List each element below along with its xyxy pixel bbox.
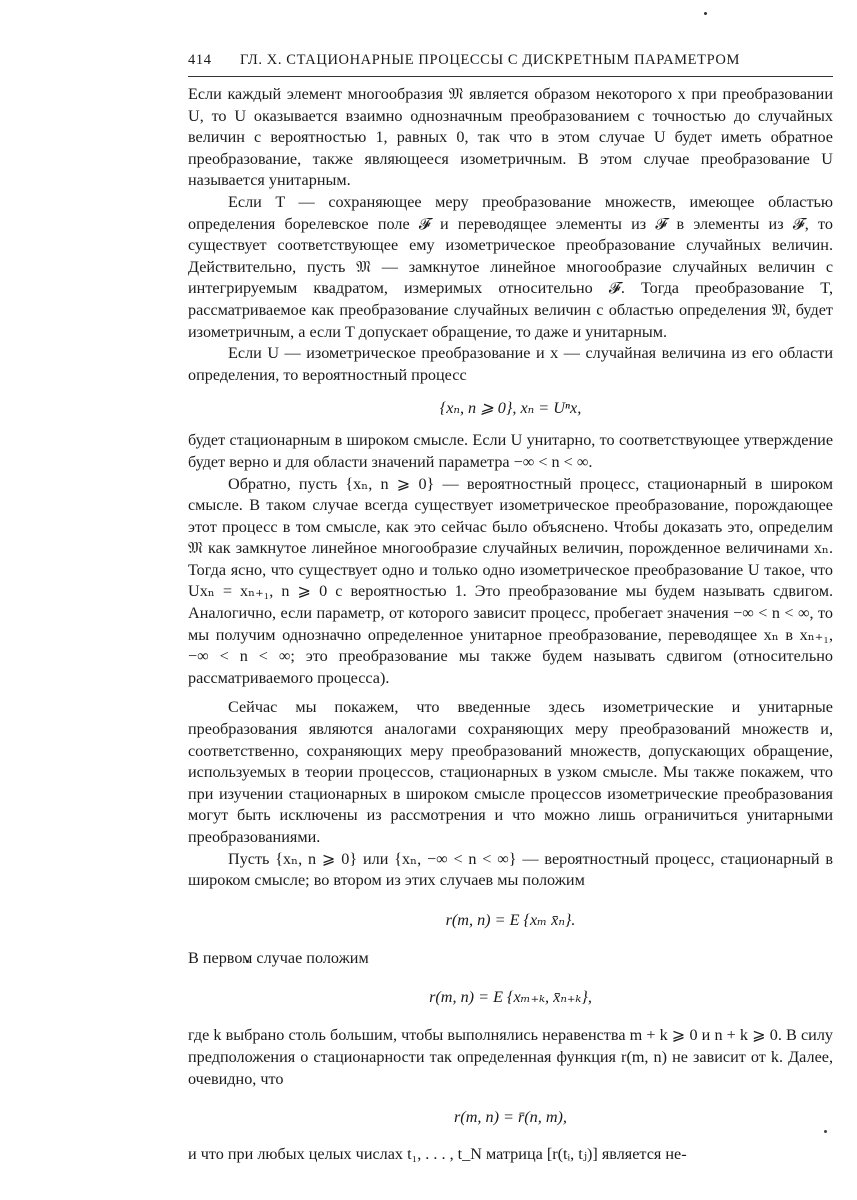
header-rule	[188, 76, 833, 77]
paragraph: и что при любых целых числах t₁, . . . , t_N матрица [r(tᵢ, tⱼ)] является не-	[188, 1145, 687, 1164]
paragraph: Обратно, пусть {xₙ, n ⩾ 0} — вероятностный процесс, стационарный в широком смысле. В таком случае всегда существует изометрическое преобразование, порождающее этот процесс в том смысле, как это сейчас было объяснено. Чтобы доказать это, определим 𝔐 как замкнутое линейное многообразие случайных величин, порожденное величинами xₙ. Тогда ясно, что существует одно и только одно изометрическое преобразование U такое, что Uxₙ = xₙ₊₁, n ⩾ 0 с вероятностью 1. Это преобразование мы будем называть сдвигом. Аналогично, если параметр, от которого зависит процесс, пробегает значения −∞ < n < ∞, то мы получим однозначно определенное унитарное преобразование, переводящее xₙ в xₙ₊₁, −∞ < n < ∞; это преобразование мы также будем называть сдвигом (относительно рассматриваемого процесса).	[188, 474, 833, 687]
paragraph: Пусть {xₙ, n ⩾ 0} или {xₙ, −∞ < n < ∞} — вероятностный процесс, стационарный в широком смысле; во втором из этих случаев мы положим	[188, 849, 833, 890]
paragraph: будет стационарным в широком смысле. Если U унитарно, то соответствующее утверждение будет верно и для области значений параметра −∞ < n < ∞.	[188, 431, 833, 471]
page-number: 414	[188, 52, 212, 68]
paragraph: Сейчас мы покажем, что введенные здесь изометрические и унитарные преобразования являются аналогами сохраняющих меру преобразований множеств и, соответственно, сохраняющих меру преобразований множеств, допускающих обращение, используемых в теории процессов, стационарных в узком смысле. Мы также покажем, что при изучении стационарных в широком смысле процессов изометрические преобразования могут быть исключены из рассмотрения и что можно лишь ограничиться унитарными преобразованиями.	[188, 698, 833, 846]
paragraph: Если каждый элемент многообразия 𝔐 является образом некоторого x при преобразовании U, то U оказывается взаимно однозначным преобразованием с точностью до случайных величин с вероятностью 1, равных 0, так что в этом случае U будет иметь обратное преобразование, также являющееся изометричным. В этом случае преобразование U называется унитарным.	[188, 85, 833, 190]
formula: r(m, n) = r̄(n, m),	[454, 1108, 567, 1127]
paragraph-gap	[188, 689, 833, 697]
paragraph: В первом случае положим	[188, 948, 369, 967]
print-speck	[704, 12, 707, 15]
paragraph: Если T — сохраняющее меру преобразование множеств, имеющее областью определения борелевское поле 𝓕 и переводящее элементы из 𝓕 в элементы из 𝓕, то существует соответствующее ему изометрическое преобразование случайных величин. Действительно, пусть 𝔐 — замкнутое линейное многообразие случайных величин с интегрируемым квадратом, измеримых относительно 𝓕. Тогда преобразование T, рассматриваемое как преобразование случайных величин с областью определения 𝔐, будет изометричным, а если T допускает обращение, то даже и унитарным.	[188, 192, 833, 341]
paragraph: Если U — изометрическое преобразование и x — случайная величина из его области определения, то вероятностный процесс	[188, 344, 833, 384]
paragraph: где k выбрано столь большим, чтобы выполнялись неравенства m + k ⩾ 0 и n + k ⩾ 0. В силу предположения о стационарности так определенная функция r(m, n) не зависит от k. Далее, очевидно, что	[188, 1026, 833, 1088]
running-title: ГЛ. X. СТАЦИОНАРНЫЕ ПРОЦЕССЫ С ДИСКРЕТНЫМ ПАРАМЕТРОМ	[240, 52, 740, 68]
formula: r(m, n) = E {xₘ x̄ₙ}.	[445, 910, 576, 929]
page-body	[188, 84, 833, 1166]
formula: r(m, n) = E {xₘ₊ₖ, x̄ₙ₊ₖ},	[429, 988, 592, 1007]
running-header	[188, 52, 828, 69]
formula: {xₙ, n ⩾ 0}, xₙ = Uⁿx,	[439, 399, 582, 418]
